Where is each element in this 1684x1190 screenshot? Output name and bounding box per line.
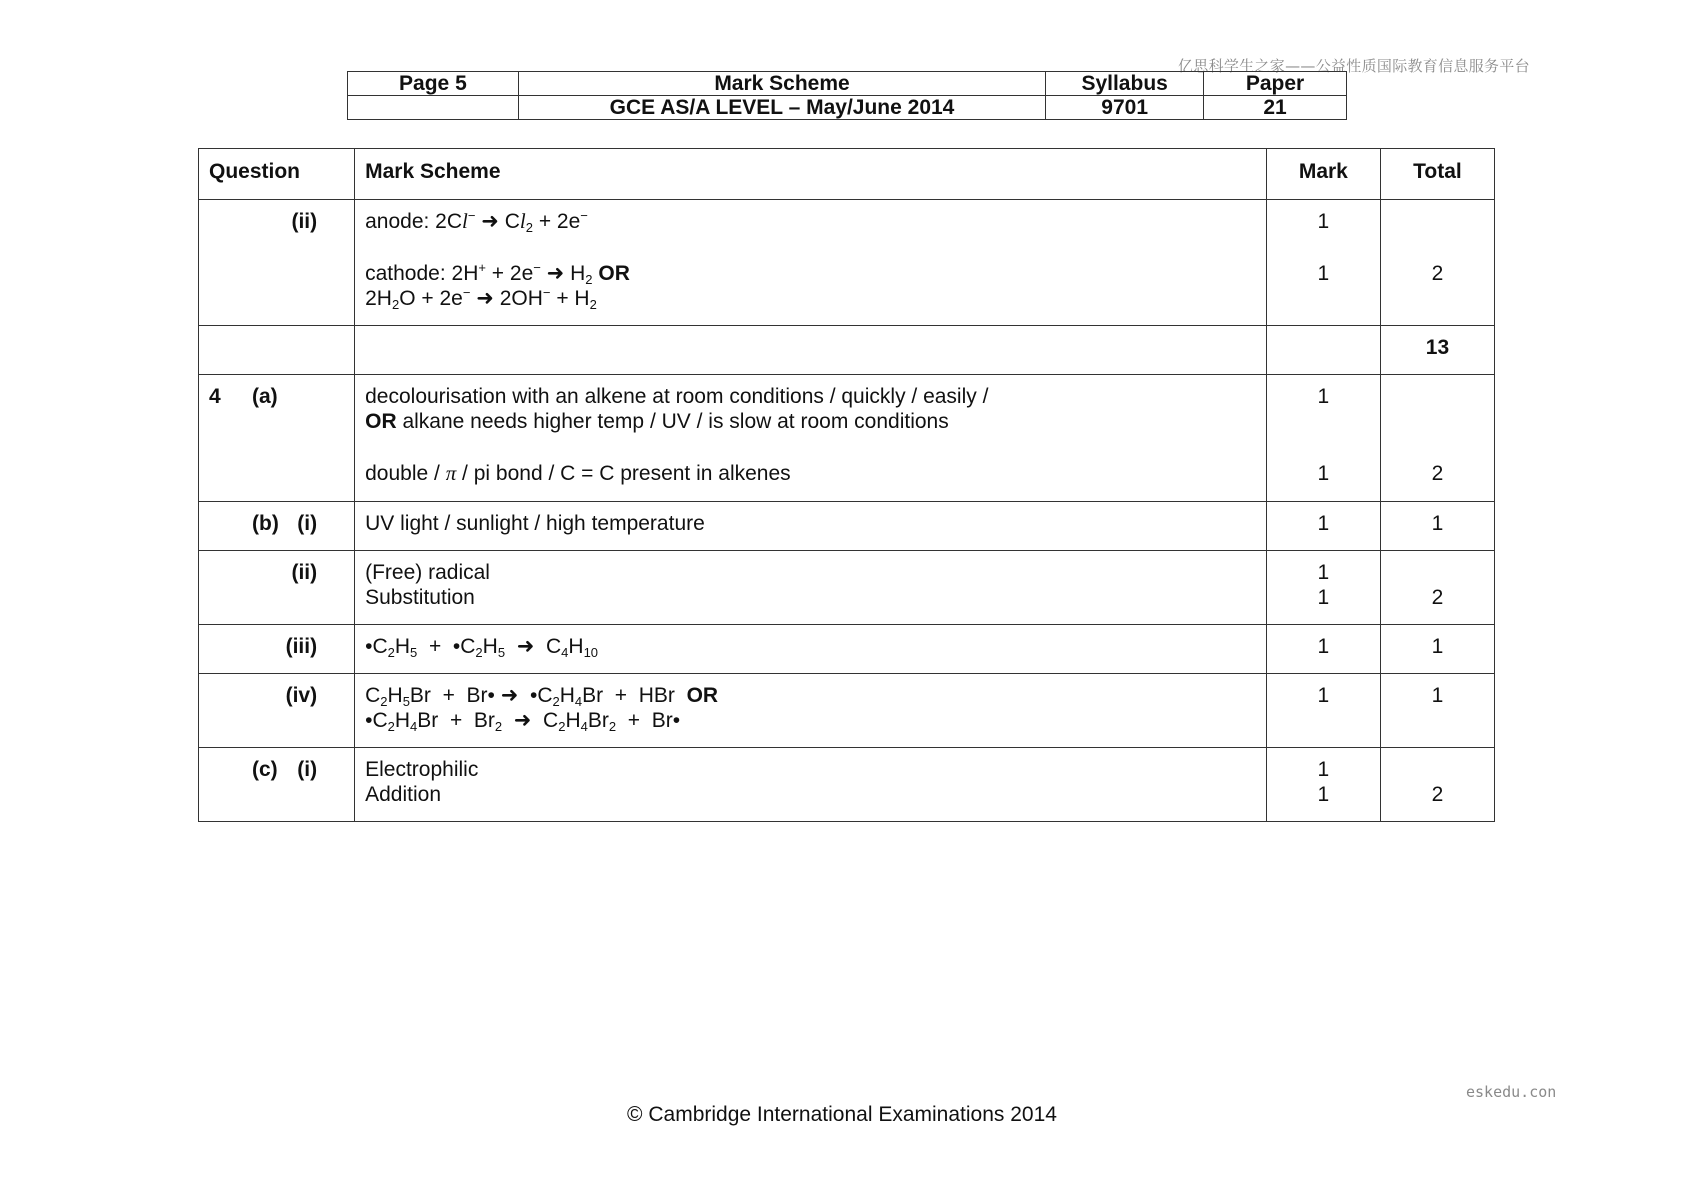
header-syllabus: Syllabus — [1046, 72, 1204, 96]
header-exam-title: GCE AS/A LEVEL – May/June 2014 — [518, 96, 1045, 120]
question-number: 4 — [209, 385, 221, 408]
table-row — [199, 326, 1495, 375]
header-syllabus-code: 9701 — [1046, 96, 1204, 120]
table-row — [199, 551, 1495, 625]
answer-line: Addition — [365, 783, 441, 806]
mark-value: 1 — [1317, 635, 1330, 658]
mark-value: 1 — [1317, 758, 1330, 781]
question-label: (ii) — [291, 210, 318, 233]
mark-value: 1 — [1317, 462, 1330, 485]
answer-line: OR alkane needs higher temp / UV / is slow at room conditions — [365, 410, 949, 433]
table-row — [199, 674, 1495, 748]
header-paper-number: 21 — [1204, 96, 1347, 120]
mark-value: 1 — [1317, 210, 1330, 233]
question-part: (b) — [252, 512, 279, 535]
table-row — [199, 200, 1495, 326]
table-row — [199, 748, 1495, 822]
question-label: (ii) — [291, 561, 318, 584]
total-value: 2 — [1431, 262, 1444, 285]
mark-scheme-table — [198, 148, 1495, 822]
header-mark-scheme: Mark Scheme — [518, 72, 1045, 96]
header-empty — [348, 96, 519, 120]
mark-value: 1 — [1317, 586, 1330, 609]
col-mark: Mark — [1266, 149, 1380, 200]
answer-line: (Free) radical — [365, 561, 490, 584]
watermark-top: 亿思科学生之家——公益性质国际教育信息服务平台 — [1178, 57, 1530, 75]
answer-line: Substitution — [365, 586, 475, 609]
total-value: 2 — [1431, 783, 1444, 806]
total-value: 2 — [1431, 586, 1444, 609]
question-label: (iv) — [285, 684, 318, 707]
answer-line: anode: 2Cl− ➜ $Cl_2 + 2e^-$ — [365, 208, 588, 235]
question-part: (c) — [252, 758, 278, 781]
total-value: 1 — [1431, 684, 1444, 707]
mark-value: 1 — [1317, 783, 1330, 806]
total-value: 13 — [1380, 326, 1494, 375]
answer-line: $C_2H_5Br$ + Br• ➜ $•C_2H_4Br$ + HBr OR — [365, 684, 719, 709]
col-total: Total — [1380, 149, 1494, 200]
answer-line: UV light / sunlight / high temperature — [365, 512, 705, 535]
table-row — [199, 625, 1495, 674]
mark-value: 1 — [1317, 561, 1330, 584]
header-page: Page 5 — [348, 72, 519, 96]
watermark-bottom: eskedu.con — [1466, 1083, 1557, 1101]
header-table — [347, 71, 1347, 120]
total-value: 2 — [1431, 462, 1444, 485]
question-label: (i) — [297, 512, 318, 535]
mark-value: 1 — [1317, 385, 1330, 408]
answer-line: decolourisation with an alkene at room conditions / quickly / easily / — [365, 385, 989, 408]
answer-line: Electrophilic — [365, 758, 479, 781]
answer-line: $2H_2O + 2e^-$ ➜ $2OH^- + H_2$ — [365, 285, 597, 312]
header-paper: Paper — [1204, 72, 1347, 96]
question-label: (i) — [297, 758, 318, 781]
col-question: Question — [199, 149, 355, 200]
answer-line: cathode: 2H+ + 2e− ➜ $H_2$ OR — [365, 260, 630, 287]
question-label: (iii) — [285, 635, 318, 658]
table-header-row — [199, 149, 1495, 200]
copyright-footer: © Cambridge International Examinations 2014 — [627, 1103, 1057, 1126]
total-value: 1 — [1431, 512, 1444, 535]
answer-line: double / π / pi bond / C = C present in alkenes — [365, 461, 791, 485]
question-label: (a) — [252, 385, 278, 408]
mark-value: 1 — [1317, 262, 1330, 285]
table-row — [199, 375, 1495, 502]
table-row — [199, 502, 1495, 551]
total-value: 1 — [1431, 635, 1444, 658]
col-mark-scheme: Mark Scheme — [355, 149, 1267, 200]
mark-value: 1 — [1317, 684, 1330, 707]
mark-value: 1 — [1317, 512, 1330, 535]
answer-line: $•C_2H_4Br + Br_2$ ➜ $C_2H_4Br_2$ + Br• — [365, 709, 681, 734]
answer-line: $•C_2H_5$ + $•C_2H_5$ ➜ $C_4H_{10}$ — [365, 635, 599, 660]
